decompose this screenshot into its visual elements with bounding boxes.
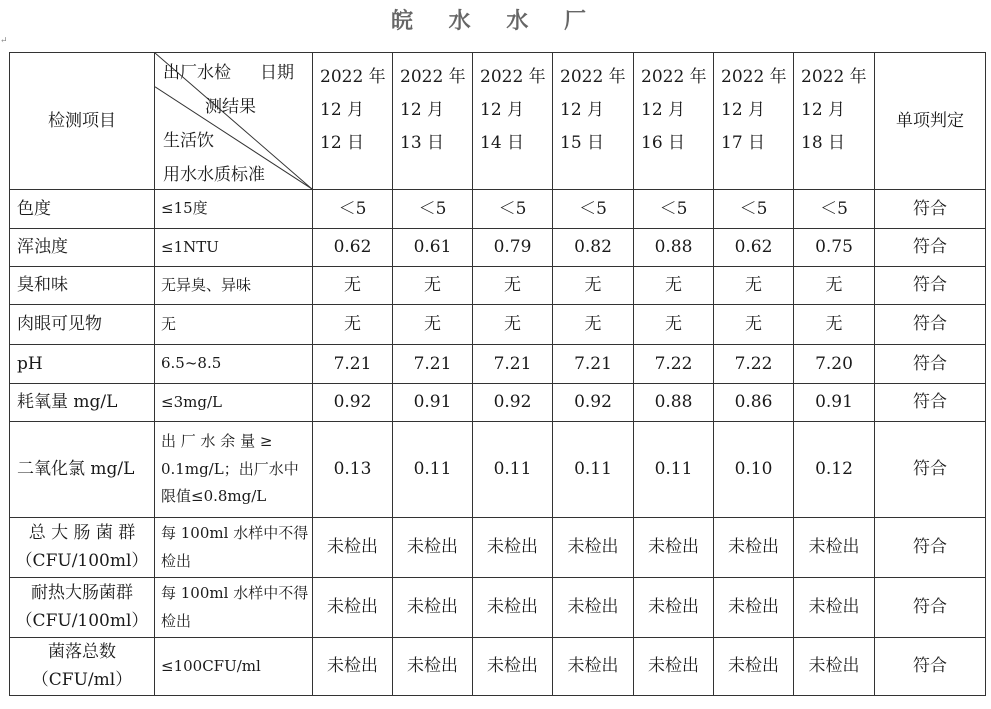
result-value: 0.11 bbox=[393, 422, 473, 518]
item-name: 臭和味 bbox=[10, 267, 155, 305]
result-value: 无 bbox=[393, 305, 473, 345]
result-value: 7.20 bbox=[794, 345, 875, 384]
result-value: 未检出 bbox=[393, 578, 473, 638]
diag-standard-label-2: 用水水质标准 bbox=[163, 165, 265, 185]
result-value: 无 bbox=[714, 267, 794, 305]
result-value: 未检出 bbox=[553, 578, 634, 638]
table-row bbox=[10, 518, 986, 578]
item-name: pH bbox=[10, 345, 155, 384]
standard-value: ≤100CFU/ml bbox=[155, 638, 313, 696]
table-row bbox=[10, 638, 986, 696]
table-row bbox=[10, 229, 986, 267]
result-value: ＜5 bbox=[794, 190, 875, 229]
result-value: 0.11 bbox=[634, 422, 714, 518]
result-value: 7.21 bbox=[313, 345, 393, 384]
result-value: 无 bbox=[794, 267, 875, 305]
result-value: 未检出 bbox=[794, 638, 875, 696]
result-value: 0.62 bbox=[714, 229, 794, 267]
result-value: 0.91 bbox=[794, 384, 875, 422]
item-name: 肉眼可见物 bbox=[10, 305, 155, 345]
standard-value: 每 100ml 水样中不得检出 bbox=[155, 518, 313, 578]
table-row bbox=[10, 305, 986, 345]
item-name: 二氧化氯 mg/L bbox=[10, 422, 155, 518]
table-row bbox=[10, 578, 986, 638]
result-value: 无 bbox=[473, 305, 553, 345]
result-value: 0.92 bbox=[473, 384, 553, 422]
result-value: 7.21 bbox=[553, 345, 634, 384]
result-value: 0.92 bbox=[313, 384, 393, 422]
result-value: 0.13 bbox=[313, 422, 393, 518]
result-value: 未检出 bbox=[473, 638, 553, 696]
result-value: 未检出 bbox=[553, 638, 634, 696]
result-value: 0.75 bbox=[794, 229, 875, 267]
result-value: 未检出 bbox=[714, 518, 794, 578]
table-row bbox=[10, 190, 986, 229]
result-value: ＜5 bbox=[714, 190, 794, 229]
result-value: 0.79 bbox=[473, 229, 553, 267]
result-value: ＜5 bbox=[313, 190, 393, 229]
table-row bbox=[10, 267, 986, 305]
item-name: 菌落总数（CFU/ml） bbox=[10, 638, 155, 696]
result-value: 0.82 bbox=[553, 229, 634, 267]
result-value: ＜5 bbox=[473, 190, 553, 229]
standard-value: 无 bbox=[155, 305, 313, 345]
result-value: 无 bbox=[313, 267, 393, 305]
date-header-3: 2022 年 12 月 14 日 bbox=[473, 53, 553, 190]
result-value: 未检出 bbox=[393, 638, 473, 696]
diag-standard-label-1: 生活饮 bbox=[163, 131, 214, 151]
diag-date-label: 日期 bbox=[260, 63, 294, 83]
result-value: 未检出 bbox=[634, 518, 714, 578]
result-value: 未检出 bbox=[313, 638, 393, 696]
result-value: 无 bbox=[393, 267, 473, 305]
standard-value: ≤3mg/L bbox=[155, 384, 313, 422]
standard-value: ≤1NTU bbox=[155, 229, 313, 267]
result-value: 未检出 bbox=[313, 578, 393, 638]
result-value: 无 bbox=[634, 305, 714, 345]
result-value: 未检出 bbox=[473, 518, 553, 578]
item-header: 检测项目 bbox=[10, 53, 155, 190]
diagonal-header-cell bbox=[155, 53, 313, 190]
date-header-6: 2022 年 12 月 17 日 bbox=[714, 53, 794, 190]
result-value: 7.22 bbox=[634, 345, 714, 384]
result-value: 无 bbox=[714, 305, 794, 345]
result-value: 未检出 bbox=[393, 518, 473, 578]
verdict-value: 符合 bbox=[875, 578, 986, 638]
standard-value: 出 厂 水 余 量 ≥ 0.1mg/L；出厂水中限值≤0.8mg/L bbox=[155, 422, 313, 518]
result-value: 0.11 bbox=[473, 422, 553, 518]
paragraph-mark: ↵ bbox=[0, 36, 8, 46]
result-value: 0.92 bbox=[553, 384, 634, 422]
page-title: 皖 水 水 厂 bbox=[391, 9, 600, 34]
result-value: 0.10 bbox=[714, 422, 794, 518]
diag-top-left-label: 出厂水检 bbox=[163, 63, 231, 83]
result-value: 0.88 bbox=[634, 229, 714, 267]
result-value: 未检出 bbox=[553, 518, 634, 578]
date-header-1: 2022 年 12 月 12 日 bbox=[313, 53, 393, 190]
result-value: 7.22 bbox=[714, 345, 794, 384]
header-row bbox=[10, 53, 986, 190]
date-header-7: 2022 年 12 月 18 日 bbox=[794, 53, 875, 190]
result-value: 未检出 bbox=[634, 578, 714, 638]
result-value: 未检出 bbox=[634, 638, 714, 696]
date-header-2: 2022 年 12 月 13 日 bbox=[393, 53, 473, 190]
date-header-5: 2022 年 12 月 16 日 bbox=[634, 53, 714, 190]
result-value: 未检出 bbox=[794, 518, 875, 578]
result-value: 无 bbox=[794, 305, 875, 345]
water-quality-table bbox=[9, 52, 986, 696]
result-value: 0.86 bbox=[714, 384, 794, 422]
result-value: 0.61 bbox=[393, 229, 473, 267]
result-value: ＜5 bbox=[393, 190, 473, 229]
result-value: 未检出 bbox=[714, 578, 794, 638]
verdict-value: 符合 bbox=[875, 305, 986, 345]
item-name: 色度 bbox=[10, 190, 155, 229]
result-value: 0.88 bbox=[634, 384, 714, 422]
result-value: 未检出 bbox=[714, 638, 794, 696]
item-name: 总 大 肠 菌 群（CFU/100ml） bbox=[10, 518, 155, 578]
verdict-value: 符合 bbox=[875, 345, 986, 384]
result-value: 7.21 bbox=[393, 345, 473, 384]
verdict-value: 符合 bbox=[875, 267, 986, 305]
verdict-value: 符合 bbox=[875, 384, 986, 422]
verdict-header: 单项判定 bbox=[875, 53, 986, 190]
result-value: 0.11 bbox=[553, 422, 634, 518]
diag-result-label: 测结果 bbox=[205, 97, 256, 117]
result-value: ＜5 bbox=[553, 190, 634, 229]
result-value: 无 bbox=[634, 267, 714, 305]
verdict-value: 符合 bbox=[875, 422, 986, 518]
table-row bbox=[10, 422, 986, 518]
result-value: 无 bbox=[313, 305, 393, 345]
item-name: 耗氧量 mg/L bbox=[10, 384, 155, 422]
verdict-value: 符合 bbox=[875, 638, 986, 696]
result-value: 未检出 bbox=[794, 578, 875, 638]
item-name: 浑浊度 bbox=[10, 229, 155, 267]
standard-value: 每 100ml 水样中不得检出 bbox=[155, 578, 313, 638]
result-value: 0.62 bbox=[313, 229, 393, 267]
result-value: 0.91 bbox=[393, 384, 473, 422]
table-row bbox=[10, 384, 986, 422]
result-value: ＜5 bbox=[634, 190, 714, 229]
result-value: 未检出 bbox=[473, 578, 553, 638]
verdict-value: 符合 bbox=[875, 518, 986, 578]
result-value: 无 bbox=[553, 305, 634, 345]
item-name: 耐热大肠菌群（CFU/100ml） bbox=[10, 578, 155, 638]
table-row bbox=[10, 345, 986, 384]
verdict-value: 符合 bbox=[875, 190, 986, 229]
result-value: 无 bbox=[553, 267, 634, 305]
standard-value: 6.5~8.5 bbox=[155, 345, 313, 384]
result-value: 7.21 bbox=[473, 345, 553, 384]
standard-value: ≤15度 bbox=[155, 190, 313, 229]
result-value: 0.12 bbox=[794, 422, 875, 518]
result-value: 无 bbox=[473, 267, 553, 305]
standard-value: 无异臭、异味 bbox=[155, 267, 313, 305]
date-header-4: 2022 年 12 月 15 日 bbox=[553, 53, 634, 190]
result-value: 未检出 bbox=[313, 518, 393, 578]
verdict-value: 符合 bbox=[875, 229, 986, 267]
